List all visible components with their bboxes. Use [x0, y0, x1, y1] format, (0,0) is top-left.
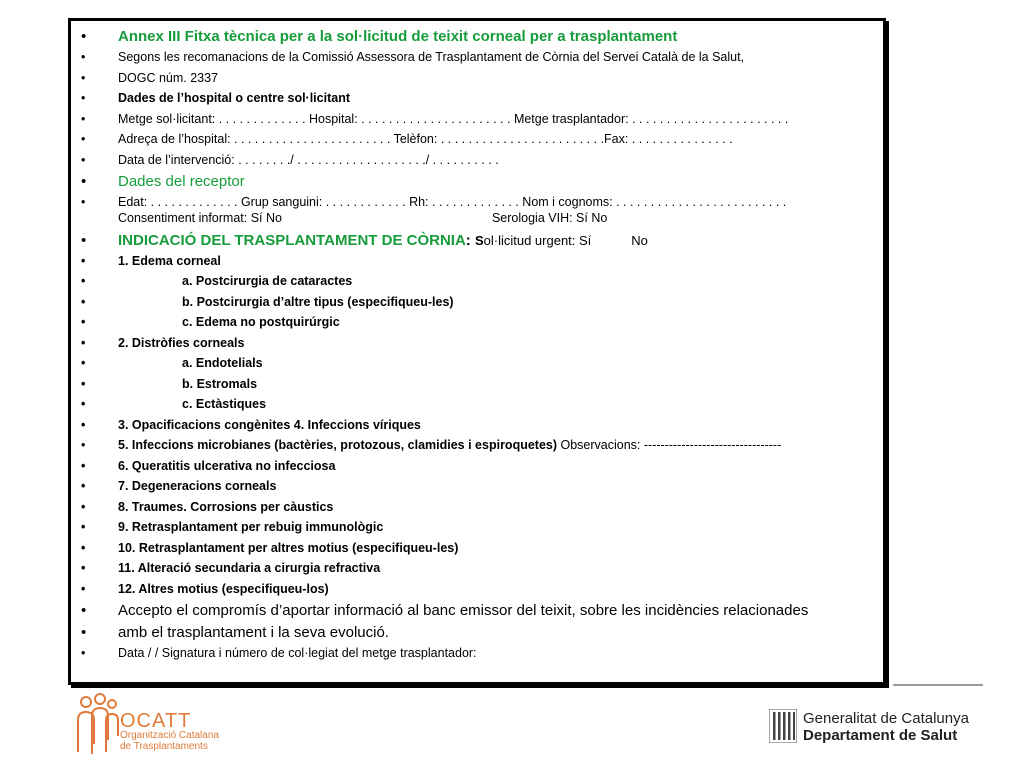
list-item — [71, 273, 883, 289]
edema-a: a. Postcirurgia de cataractes — [182, 274, 353, 288]
list-item — [71, 355, 883, 371]
list-item — [71, 417, 883, 433]
edat-line: Edat: . . . . . . . . . . . . . Grup sanguini: . . . . . . . . . . . . Rh: . . . . . . . . . . . . . Nom i cognoms: . . . . . . . . . . . . . . . . . . . . . . . . . — [118, 195, 787, 209]
list-item — [71, 623, 883, 642]
edema-c: c. Edema no postquirúrgic — [182, 315, 340, 329]
list-item — [71, 376, 883, 392]
distrofies-a: a. Endotelials — [182, 356, 263, 370]
list-item — [71, 152, 883, 168]
item-6: 6. Queratitis ulcerativa no infecciosa — [118, 458, 336, 473]
separator-line — [893, 684, 983, 686]
distrofies-item: 2. Distròfies corneals — [118, 335, 245, 350]
form-title: Annex III Fitxa tècnica per a la sol·licitud de teixit corneal per a trasplantament — [118, 28, 678, 45]
observacions: Observacions: --------------------------------- — [557, 438, 782, 452]
list-item — [71, 601, 883, 620]
urgent-label: ol·licitud urgent: Sí — [483, 232, 592, 248]
list-item — [71, 519, 883, 535]
generalitat-logo — [767, 708, 997, 748]
list-item — [71, 194, 883, 226]
distrofies-c: c. Ectàstiques — [182, 397, 267, 411]
indicacio-colon: : — [465, 231, 475, 249]
list-item — [71, 90, 883, 106]
receptor-heading: Dades del receptor — [118, 173, 245, 190]
item-9: 9. Retrasplantament per rebuig immunològic — [118, 520, 384, 534]
people-icon — [72, 692, 120, 758]
list-item — [71, 253, 883, 269]
senyera-icon — [769, 709, 797, 743]
list-item — [71, 111, 883, 127]
item-10: 10. Retrasplantament per altres motius (especifiqueu-les) — [118, 540, 459, 555]
list-item — [71, 540, 883, 556]
consent-line — [118, 210, 877, 226]
list-item — [71, 314, 883, 330]
data-line: Data de l’intervenció: . . . . . . . ./ . . . . . . . . . . . . . . . . . . ./ . . . . . . . . . . — [118, 152, 499, 167]
list-item — [71, 131, 883, 147]
hospital-heading: Dades de l’hospital o centre sol·licitant — [118, 91, 350, 105]
department-name: Departament de Salut — [803, 727, 958, 744]
list-item — [71, 396, 883, 412]
list-item — [71, 560, 883, 576]
list-item — [71, 645, 883, 661]
item-7: 7. Degeneracions corneals — [118, 479, 277, 493]
consent-label: Consentiment informat: Sí No — [118, 211, 282, 225]
list-item — [71, 458, 883, 474]
ocatt-sub-1: Organització Catalana — [120, 730, 219, 741]
intro-text: Segons les recomanacions de la Comissió Assessora de Trasplantament de Còrnia del Servei Català de la Salut, — [118, 50, 745, 64]
ocatt-name: OCATT — [120, 710, 192, 732]
edema-item: 1. Edema corneal — [118, 253, 221, 268]
ocatt-sub-2: de Trasplantaments — [120, 741, 208, 752]
item-5: 5. Infeccions microbianes (bactèries, protozous, clamidies i espiroquetes) — [118, 438, 558, 452]
list-item — [71, 70, 883, 86]
form-frame — [68, 18, 886, 685]
adreca-line: Adreça de l’hospital: . . . . . . . . . . . . . . . . . . . . . . . Telèfon: . . . . . . . . . . . . . . . . . . . . . . . .Fax: . . . . . . . . . . . . . . . — [118, 132, 733, 146]
edema-b: b. Postcirurgia d’altre tipus (especifiqueu-les) — [182, 294, 454, 309]
form-list — [71, 27, 883, 666]
list-item — [71, 49, 883, 65]
list-item — [71, 172, 883, 191]
ocatt-logo — [72, 692, 272, 762]
compromis-2: amb el trasplantament i la seva evolució. — [118, 624, 389, 641]
indicacio-heading: INDICACIÓ DEL TRASPLANTAMENT DE CÒRNIA — [118, 231, 466, 249]
list-item — [71, 294, 883, 310]
generalitat-name: Generalitat de Catalunya — [803, 710, 969, 727]
compromis-1: Accepto el compromís d’aportar informació al banc emissor del teixit, sobre les incidències relacionades — [118, 602, 809, 619]
list-item — [71, 499, 883, 515]
signatura-line: Data / / Signatura i número de col·legiat del metge trasplantador: — [118, 646, 477, 660]
list-item — [71, 27, 883, 46]
list-item — [71, 478, 883, 494]
ocatt-subtitle — [120, 730, 219, 752]
list-item — [71, 437, 883, 453]
item-3-4: 3. Opacificacions congènites 4. Infeccions víriques — [118, 417, 421, 432]
list-item — [71, 231, 883, 250]
item-11: 11. Alteració secundaria a cirurgia refractiva — [118, 561, 381, 575]
item-8: 8. Traumes. Corrosions per càustics — [118, 499, 334, 514]
serologia-label: Serologia VIH: Sí No — [491, 211, 608, 225]
list-item — [71, 335, 883, 351]
urgent-s: S — [474, 232, 484, 248]
distrofies-b: b. Estromals — [182, 376, 258, 391]
dogc-text: DOGC núm. 2337 — [118, 70, 219, 85]
urgent-no: No — [631, 232, 648, 248]
metge-line: Metge sol·licitant: . . . . . . . . . . . . . Hospital: . . . . . . . . . . . . . . . . . . . . . . Metge trasplantador: . . . . . . . . . . . . . . . . . . . . . . . — [118, 111, 789, 126]
list-item — [71, 581, 883, 597]
item-12: 12. Altres motius (especifiqueu-los) — [118, 581, 329, 596]
